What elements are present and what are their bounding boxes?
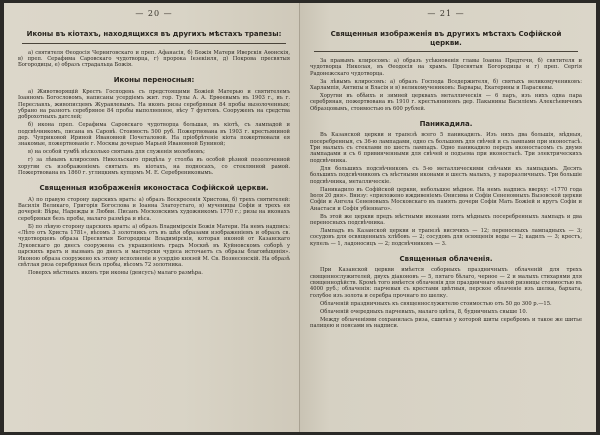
section-heading: Священныя облаченія. bbox=[399, 254, 493, 263]
paragraph: а) Животворящій Крестъ Господень съ предстоящими Божіей Матерью и святителемъ Іоанномъ Богословомъ, написаны усердіемъ жит. гор. Тулы А. А. Ерѳеевымъ въ 1903 г., въ г. Переславль, живописцемъ Журавлевымъ. На иконъ ризы серебряныя 84 пробы вызолоченныя; убрано на разнотъ серебряное 84 пробы выполненное, вѣсу 7 фунтовъ. Сооруженъ на средства доброхотныхъ датслей; bbox=[18, 88, 290, 121]
right-page bbox=[300, 3, 596, 432]
paragraph: Б) по лѣвую сторону царскихъ вратъ: а) образъ Владимірскія Божія Матери. На немъ надпись: «Лѣто отъ Христа 1781», вѣсомъ 3 золотникъ отъ въ шѣя образами изображеніемъ и образъ св. чудотворцевъ образа Пресвятыя Богородицы Владимірскія, которая иконой от Казанскаго Луковскаго до днесъ сооружена съ украшеніемъ градъ Москвѣ въ Куйновскомъ соборѣ у царскихъ вратъ и вызванъ до днесъ и мастерски чудеса источаетъ съ образы благовѣщенія». Иконою образа сооружено къ этому исполненіе и усердію князей М. Св. Вознесенскій. На образѣ свѣтлая риза серебряная безъ пробы, вѣсомъ 72 золотника. bbox=[18, 223, 290, 269]
paragraph: Паникадило въ Софійской церкви, небольшое мѣдное. На немъ надпись вверху: «1770 года Іюля 20 дня». Внизу: «приложено иждивеніемъ Онисима и Софіи Сененовныхъ Вызовской церкви Софіи и Ангела Сененовыхъ Московскаго въ память дочери Софіи Мать Божіей и кругъ Софіи и Анастаси и Софія убіеннаго». bbox=[310, 186, 582, 212]
section-heading: Иконы переносныя: bbox=[113, 76, 195, 85]
paragraph: Между облаченіями сохранилась риза, сшитая у которой шиты серебромъ и такое же шитье палицею и поясами въ надписи. bbox=[310, 316, 582, 329]
paragraph: б) икона преп. Серафима Саровскаго чудотворца большая, въ кіотѣ, съ лампадой и подсвѣчникомъ, писана въ Саровѣ. Стоимость 500 руб. Пожертвована въ 1903 г. крестьяниной дер. Чуприковой Ириной Ивановной Почеталовой. На пріобрѣтеніе кіота пожертвовали ея знакомые, пожертвованіе г. Москвы дочерью Марьей Ивановной Буниной; bbox=[18, 122, 290, 148]
book-spread bbox=[4, 3, 596, 432]
paragraph: Облаченій праздничныхъ къ священнослужителю стоимостью отъ 50 до 300 р.—15. bbox=[320, 300, 552, 307]
paragraph: А) по правую сторону царскихъ вратъ: а) образъ Воскресенія Христова, б) трехъ святителей: Василія Великаго, Григорія Богослова и Іоанна Златоустаго, в) мученицы Софіи и трехъ ея дочерей: Вѣры, Надежды и Любви. Писанъ Московскимъ художникомъ 1770 г.; ризы на иконахъ серебряныя безъ пробы, малаго размѣра и вѣса. bbox=[18, 196, 290, 222]
paragraph: Въ Казанской церкви и трапезѣ всего 5 паникадилъ. Изъ нихъ два большія, мѣдныя, посеребренныя, съ 36-ю лампадами, одно съ большомъ для свѣчей и съ лампами при иконостасѣ. Три малыхъ съ стеклами по шесть лампадъ. Одно паникадило передъ иконостасомъ съ двумя лампадами и съ 6 привинченными для свѣчей и подъема при иконостасѣ. Три электрическихъ подсвѣчника. bbox=[310, 132, 582, 164]
page-number: — 20 — bbox=[135, 9, 173, 18]
paragraph: Лампадъ въ Казанской церкви и трапезѣ висячихъ — 12; переносныхъ лампадныхъ — 3; сосудовъ для освященныхъ хлѣбовъ — 2; сосудовъ для освященія воды — 2; кадилъ — 3; крестъ, купель — 1, ладоносицъ — 2; подсвѣчниковъ — 3. bbox=[310, 227, 582, 247]
paragraph: При Казанской церкви имѣется соборныхъ праздничныхъ облаченій для трехъ священнослужителей, двухъ діаконовъ — 5, пятаго бѣлаго, черное — 2 и малыхъ стихарями для священнодѣйств. Кромѣ того имѣется облаченія для праздничнаго малой ризницы стоимостью въ 4000 руб.; облаченія: парчевыя съ крестами цвѣтныя, перское облаченіе изъ шелка, бархата, голубое изъ золота и серебра прочнаго по шелку. bbox=[310, 267, 582, 299]
paragraph: Хоругви въ обѣихъ и зимней церквахъ металлическія — 6 паръ, изъ нихъ одна пара серебряная, пожертвована въ 1910 г. крестьяниномъ дер. Пакынины Василіемъ Алексѣевичемъ Образцовымъ, стоимостью въ 600 рублей. bbox=[310, 93, 582, 112]
section-heading: Священныя изображенія въ другихъ мѣстахъ Софійской церкви. bbox=[330, 30, 562, 47]
section-heading: Священныя изображенія иконостаса Софійской церкви. bbox=[39, 184, 269, 192]
section-heading: Паникадила. bbox=[419, 119, 473, 128]
paragraph: Въ этой же церкви предъ мѣстными иконами пять мѣдныхъ посеребренныхъ лампадъ и два переносныхъ подсвѣчника. bbox=[310, 213, 582, 227]
paragraph: За правымъ клиросомъ: а) образъ усѣкновенія главы Іоанна Предтечи, б) святителя и чудотворца Николая, въ Ѳеодосія на храмъ. Пресвятыя Богородицы и г) преп. Сергія Радонежскаго чудотворца. bbox=[310, 58, 582, 77]
page-number: — 21 — bbox=[427, 9, 465, 18]
left-page bbox=[4, 3, 300, 432]
paragraph: Облаченій очередныхъ парчевыхъ, малаго цвѣта, 8, будничныхъ свыше 10. bbox=[320, 308, 528, 315]
paragraph: в) на особой тумбѣ нѣсколько святынь для служенія молебновъ; bbox=[28, 149, 205, 156]
paragraph: За лѣвымъ клиросомъ: а) образъ Господа Вседержителя, б) святыхъ великомучениковъ: Харлампія, Антипы и Власія и в) великомучениковъ: Варвары, Екатерины и Параскевы. bbox=[310, 78, 582, 92]
heading-underline bbox=[22, 43, 286, 44]
paragraph: г) за лѣвымъ клиросомъ Никольскаго придѣла у столба въ особой рѣзной позолоченной хоругви съ изображеніемъ святыхъ въ кіотахъ, на подносахъ, со стеклянной рамой. Пожертвована въ 1860 г. углицкимъ купцомъ М. Е. Серебрениковымъ. bbox=[18, 157, 290, 177]
paragraph: Для большихъ подсвѣчниковъ съ 5-ю металлическими свѣчами къ лампадамъ. Десять большихъ подсвѣчниковъ съ мѣстными иконами и шесть малыхъ, у пароразличныхъ. Три большіе подсвѣчника, металлическіе. bbox=[310, 165, 582, 185]
paragraph: Поверхъ мѣстныхъ иконъ три иконы (деисусъ) малаго размѣра. bbox=[28, 269, 203, 276]
heading-underline bbox=[314, 51, 578, 52]
section-heading: Иконы въ кіотахъ, находящихся въ другихъ мѣстахъ трапезы: bbox=[26, 30, 282, 38]
paragraph: а) святителя Ѳеодосія Черниговскаго и преп. Афанасія, б) Божія Матери Иверскія Аѳонскія, в) преп. Серафима Саровскаго чудотворца, г) пророка Іезекіиля, д) Покрова пресвятыя Богородицы, е) образъ страдальца Божія. bbox=[18, 49, 290, 69]
